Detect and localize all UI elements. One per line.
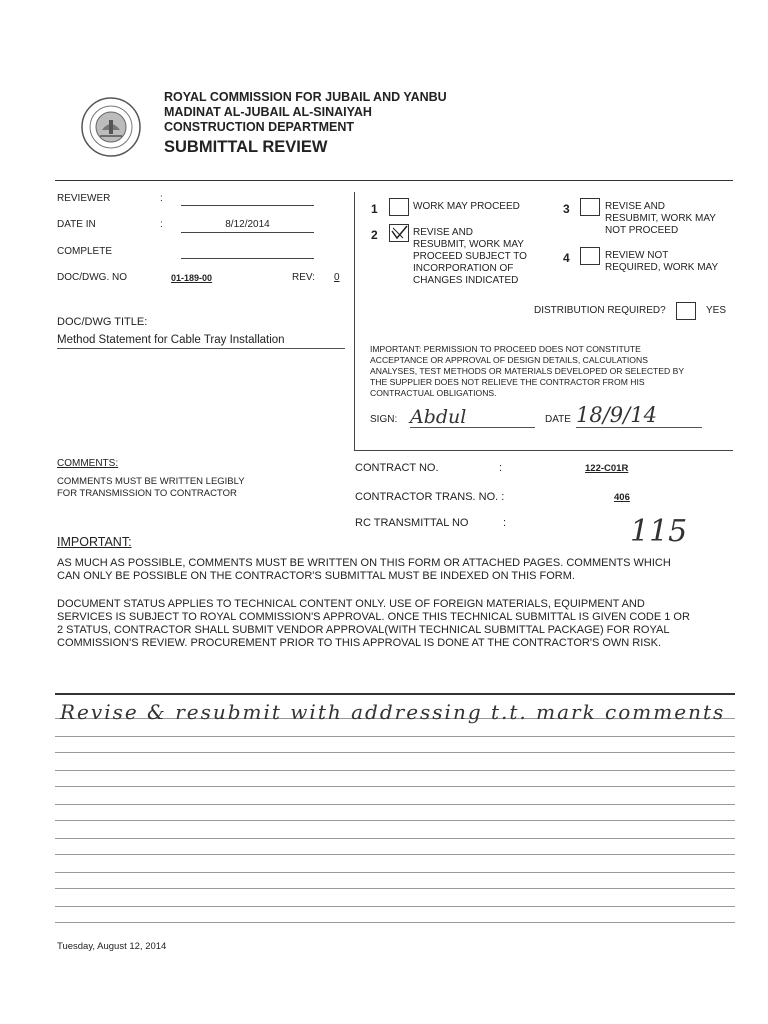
date-in-field[interactable]: 8/12/2014 <box>181 219 314 233</box>
comment-line <box>55 838 735 839</box>
option-3-checkbox[interactable] <box>580 198 600 216</box>
option-1-number: 1 <box>371 202 378 216</box>
comment-line <box>55 888 735 889</box>
complete-label: COMPLETE <box>57 246 113 257</box>
doc-title-underline <box>57 348 345 349</box>
option-4-label: REVIEW NOT REQUIRED, WORK MAY <box>605 250 719 273</box>
sign-date-label: DATE <box>545 414 571 425</box>
comment-line <box>55 736 735 737</box>
important-paragraph-2: DOCUMENT STATUS APPLIES TO TECHNICAL CONTENT ONLY. USE OF FOREIGN MATERIALS, EQUIPMENT AND SERVICES IS SUBJECT TO ROYAL COMMISSION'S APPROVAL. ONCE THIS TECHNICAL SUBMITTAL IS GIVEN CODE 1 OR 2 STATUS, CONTRACTOR SHALL SUBMIT VENDOR APPROVAL(WITH TECHNICAL SUBMITTAL PACKAGE) FOR ROYAL COMMISSION'S REVIEW. PROCUREMENT PRIOR TO THIS APPROVAL IS DONE AT THE CONTRACTOR'S OWN RISK. <box>57 598 690 649</box>
signature: Abdul <box>410 407 535 428</box>
contract-no-value: 122-C01R <box>585 463 629 474</box>
reviewer-label: REVIEWER <box>57 193 111 204</box>
comment-line <box>55 906 735 907</box>
distribution-yes-label: YES <box>706 305 727 316</box>
option-1-label: WORK MAY PROCEED <box>413 201 520 212</box>
date-in-colon: : <box>160 219 163 230</box>
option-3-label: REVISE AND RESUBMIT, WORK MAY NOT PROCEED <box>605 201 716 236</box>
complete-field[interactable] <box>181 248 314 259</box>
doc-title-label: DOC/DWG TITLE: <box>57 316 148 328</box>
option-4-checkbox[interactable] <box>580 247 600 265</box>
doc-no-value: 01-189-00 <box>171 273 213 283</box>
trans-no-value: 406 <box>614 492 630 503</box>
comment-line <box>55 872 735 873</box>
option-1-checkbox[interactable] <box>389 198 409 216</box>
important-paragraph-1: AS MUCH AS POSSIBLE, COMMENTS MUST BE WRITTEN ON THIS FORM OR ATTACHED PAGES. COMMENTS WHICH CAN ONLY BE POSSIBLE ON THE CONTRACTOR'S SUBMITTAL MUST BE INDEXED ON THIS FORM. <box>57 557 671 582</box>
comments-label: COMMENTS: <box>57 458 119 469</box>
important-heading: IMPORTANT: <box>57 535 132 549</box>
header-divider <box>55 180 733 181</box>
contract-no-colon: : <box>499 462 503 474</box>
option-4-number: 4 <box>563 251 570 265</box>
option-2-label: REVISE AND RESUBMIT, WORK MAY PROCEED SUBJECT TO INCORPORATION OF CHANGES INDICATED <box>413 227 527 286</box>
date-in-label: DATE IN <box>57 219 96 230</box>
check-mark-icon <box>390 225 408 241</box>
reviewer-colon: : <box>160 193 163 204</box>
comment-line <box>55 922 735 923</box>
royal-commission-seal <box>80 96 142 158</box>
distribution-label: DISTRIBUTION REQUIRED? <box>534 305 666 316</box>
rev-value: 0 <box>334 272 340 283</box>
header-line-2: MADINAT AL-JUBAIL AL-SINAIYAH <box>164 105 372 119</box>
comment-line <box>55 770 735 771</box>
comment-line <box>55 820 735 821</box>
option-2-checkbox[interactable] <box>389 224 409 242</box>
doc-no-label: DOC/DWG. NO <box>57 272 127 283</box>
rc-transmittal-value: 115 <box>630 514 688 549</box>
contract-no-label: CONTRACT NO. <box>355 462 439 474</box>
rev-label: REV: <box>292 272 315 283</box>
option-3-number: 3 <box>563 202 570 216</box>
option-2-number: 2 <box>371 228 378 242</box>
sign-label: SIGN: <box>370 414 398 425</box>
trans-no-label: CONTRACTOR TRANS. NO. : <box>355 491 505 503</box>
header-line-1: ROYAL COMMISSION FOR JUBAIL AND YANBU <box>164 90 447 104</box>
distribution-checkbox[interactable] <box>676 302 696 320</box>
comment-line <box>55 804 735 805</box>
sign-date-value: 18/9/14 <box>576 403 702 428</box>
reviewer-field[interactable] <box>181 195 314 206</box>
footer-date: Tuesday, August 12, 2014 <box>57 941 167 952</box>
doc-title-value: Method Statement for Cable Tray Installation <box>57 334 285 346</box>
comment-line <box>55 786 735 787</box>
rc-transmittal-label: RC TRANSMITTAL NO <box>355 517 469 529</box>
comments-note: COMMENTS MUST BE WRITTEN LEGIBLY FOR TRANSMISSION TO CONTRACTOR <box>57 476 245 499</box>
header-line-3: CONSTRUCTION DEPARTMENT <box>164 120 355 134</box>
comment-line <box>55 752 735 753</box>
important-notice: IMPORTANT: PERMISSION TO PROCEED DOES NOT CONSTITUTE ACCEPTANCE OR APPROVAL OF DESIGN DETAILS, CALCULATIONS ANALYSES, TEST METHODS OR MATERIALS DEVELOPED OR SELECTED BY THE SUPPLIER DOES NOT RELIEVE THE CONTRACTOR FROM HIS CONTRACTUAL OBLIGATIONS. <box>370 344 685 398</box>
handwritten-comment: Revise & resubmit with addressing t.t. mark comments <box>60 700 726 724</box>
rc-transmittal-colon: : <box>503 517 507 529</box>
comment-area-top-border <box>55 693 735 695</box>
form-title: SUBMITTAL REVIEW <box>164 138 328 156</box>
comment-line <box>55 854 735 855</box>
